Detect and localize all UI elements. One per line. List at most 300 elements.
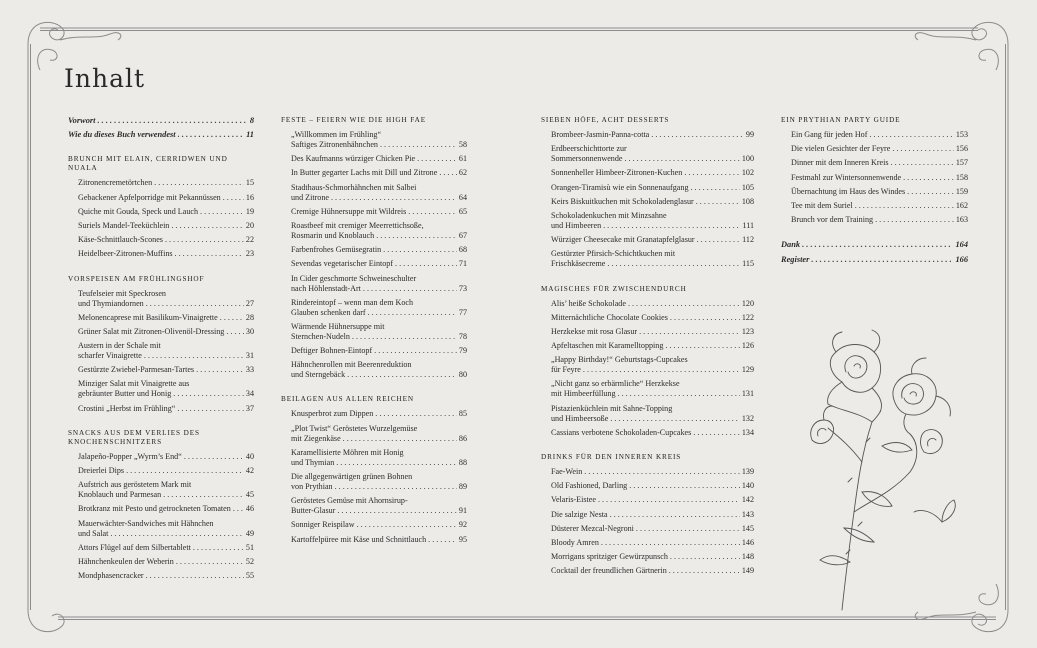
page-number: 27	[245, 298, 254, 308]
page-number: 149	[741, 566, 754, 576]
toc-entry[interactable]	[291, 168, 467, 178]
dot-leader	[175, 249, 244, 259]
entry-title-line: Knusperbrot zum Dippen	[291, 409, 374, 419]
toc-entry[interactable]	[291, 424, 467, 444]
section-gap	[541, 274, 754, 285]
toc-entry[interactable]	[78, 207, 254, 217]
entry-row	[551, 495, 754, 505]
dot-leader	[670, 313, 740, 323]
dot-leader	[636, 524, 740, 534]
entry-title-line: Morrigans spritziger Gewürzpunsch	[551, 552, 668, 562]
entry-row	[291, 245, 467, 255]
toc-entry[interactable]	[551, 341, 754, 351]
entry-title-line: und Sterngebäck	[291, 370, 346, 380]
entry-row	[551, 414, 754, 424]
toc-entry[interactable]	[551, 144, 754, 164]
toc-entry[interactable]	[78, 313, 254, 323]
toc-entry[interactable]	[78, 543, 254, 553]
dot-leader	[802, 240, 953, 250]
entry-title-line: Teufelseier mit Speckrosen	[78, 289, 254, 299]
dot-leader	[583, 365, 740, 375]
page-number: 33	[245, 365, 254, 375]
page-number: 22	[245, 235, 254, 245]
entry-title-line: Käse-Schnittlauch-Scones	[78, 235, 163, 245]
entry-title-line: Festmahl zur Wintersonnenwende	[791, 172, 902, 182]
page-number: 46	[245, 504, 254, 514]
entry-title-line: Sonniger Reispilaw	[291, 520, 355, 530]
dot-leader	[176, 557, 244, 567]
entry-row	[291, 308, 467, 318]
entry-title-line: Mitternächtliche Chocolate Cookies	[551, 312, 668, 322]
section-heading: VORSPEISEN AM FRÜHLINGSHOF	[68, 274, 205, 283]
page-number: 126	[741, 341, 754, 351]
toc-entry[interactable]	[791, 187, 968, 197]
entry-title-line: Karamellisierte Möhren mit Honig	[291, 448, 467, 458]
dot-leader	[665, 341, 739, 351]
entry-row	[78, 504, 254, 514]
dot-leader	[196, 365, 244, 375]
page-number: 19	[245, 206, 254, 216]
toc-column-3	[541, 116, 754, 581]
toc-entry[interactable]	[291, 221, 467, 241]
entry-row	[551, 259, 754, 269]
entry-row	[78, 571, 254, 581]
toc-entry[interactable]	[78, 379, 254, 399]
entry-row	[78, 178, 254, 188]
dot-leader	[693, 428, 740, 438]
entry-title-line: Dinner mit dem Inneren Kreis	[791, 158, 889, 168]
entry-row	[551, 510, 754, 520]
toc-entry[interactable]	[291, 535, 467, 545]
toc-entry[interactable]	[551, 235, 754, 245]
toc-entry[interactable]	[791, 130, 968, 140]
page-number: 140	[741, 481, 754, 491]
toc-entry[interactable]	[291, 183, 467, 203]
page-number: 15	[245, 178, 254, 188]
entry-title-line: Frischkäsecreme	[551, 259, 606, 269]
entry-title-line: Dank	[781, 240, 801, 250]
page-number: 11	[246, 130, 254, 140]
entry-row	[78, 466, 254, 476]
page-number: 108	[741, 196, 754, 206]
page-number: 123	[741, 326, 754, 336]
toc-entry[interactable]	[551, 495, 754, 505]
entry-title-line: Saftiges Zitronenhähnchen	[291, 140, 378, 149]
page-number: 153	[955, 130, 968, 139]
page-number: 65	[458, 206, 467, 216]
toc-entry[interactable]	[551, 481, 754, 491]
entry-title-line: Die salzige Nesta	[551, 509, 608, 519]
dot-leader	[374, 346, 457, 356]
entry-title-line: scharfer Vinaigrette	[78, 351, 142, 361]
entry-title-line: „Happy Birthday!“ Geburtstags-Cupcakes	[551, 355, 754, 365]
entry-title-line: Sonnenheller Himbeer-Zitronen-Kuchen	[551, 168, 683, 178]
page-number: 88	[458, 457, 467, 467]
dot-leader	[618, 389, 740, 399]
entry-row	[78, 529, 254, 539]
dot-leader	[607, 259, 740, 269]
dot-leader	[651, 130, 744, 140]
entry-title-line: und Thymiandornen	[78, 298, 144, 308]
toc-entry[interactable]	[551, 327, 754, 337]
dot-leader	[184, 452, 244, 462]
dot-leader	[97, 116, 247, 126]
page-number: 166	[955, 254, 968, 264]
entry-title-line: Cassians verbotene Schokoladen-Cupcakes	[551, 427, 692, 437]
toc-entry[interactable]	[551, 510, 754, 520]
entry-row	[791, 201, 968, 211]
entry-title-line: Register	[781, 254, 810, 264]
section-gap	[541, 442, 754, 453]
dot-leader	[177, 404, 244, 414]
entry-title-line: Cremige Hühnersuppe mit Wildreis	[291, 206, 407, 216]
toc-entry[interactable]	[291, 472, 467, 492]
toc-entry[interactable]	[551, 552, 754, 562]
toc-entry[interactable]	[551, 524, 754, 534]
entry-title-line: Roastbeef mit cremiger Meerrettichsoße,	[291, 221, 467, 231]
entry-row	[291, 168, 467, 178]
entry-title-line: Gestürzter Pfirsich-Schichtkuchen mit	[551, 249, 754, 259]
page-number: 134	[741, 427, 754, 437]
entry-row	[551, 183, 754, 193]
entry-row	[78, 557, 254, 567]
toc-entry[interactable]	[78, 235, 254, 245]
toc-entry[interactable]	[78, 480, 254, 500]
toc-entry[interactable]	[291, 409, 467, 419]
entry-row	[78, 490, 254, 500]
entry-row	[551, 552, 754, 562]
dot-leader	[610, 414, 740, 424]
entry-row	[551, 130, 754, 140]
entry-title-line: Farbenfrohes Gemüsegratin	[291, 245, 382, 255]
dot-leader	[439, 168, 457, 178]
page-number: 86	[458, 433, 467, 443]
toc-entry[interactable]	[291, 298, 467, 318]
entry-title-line: mit Himbeerfüllung	[551, 389, 616, 399]
page-number: 100	[741, 154, 754, 164]
page-number: 146	[741, 537, 754, 547]
page-number: 159	[955, 186, 968, 196]
toc-entry[interactable]	[791, 158, 968, 168]
entry-row	[78, 299, 254, 309]
toc-entry[interactable]	[551, 313, 754, 323]
entry-title-line: Keirs Biskuitkuchen mit Schokoladenglasur	[551, 196, 694, 206]
entry-title-line: Wärmende Hühnersuppe mit	[291, 322, 467, 332]
entry-row	[78, 543, 254, 553]
toc-entry[interactable]	[551, 538, 754, 548]
entry-row	[551, 327, 754, 337]
entry-row	[551, 365, 754, 375]
toc-entry[interactable]	[291, 520, 467, 530]
toc-entry[interactable]	[291, 448, 467, 468]
toc-column-1	[68, 116, 254, 585]
toc-entry[interactable]	[78, 365, 254, 375]
page-number: 92	[458, 520, 467, 530]
entry-title-line: Melonencaprese mit Basilikum-Vinaigrette	[78, 312, 218, 322]
page-number: 61	[458, 154, 467, 164]
page-number: 64	[458, 192, 467, 202]
toc-entry[interactable]	[291, 346, 467, 356]
entry-row	[78, 351, 254, 361]
entry-row	[78, 235, 254, 245]
toc-entry[interactable]	[551, 379, 754, 399]
entry-row	[551, 154, 754, 164]
toc-entry[interactable]	[551, 467, 754, 477]
entry-title-line: und Himbeersoße	[551, 413, 609, 423]
page-number: 34	[245, 389, 254, 399]
entry-title-line: für Feyre	[551, 365, 581, 375]
entry-title-line: Gestürzte Zwiebel-Parmesan-Tartes	[78, 365, 195, 375]
page-number: 148	[741, 552, 754, 562]
dot-leader	[173, 389, 244, 399]
entry-row	[551, 341, 754, 351]
entry-row	[78, 249, 254, 259]
dot-leader	[144, 351, 244, 361]
toc-entry[interactable]	[791, 173, 968, 183]
page-number: 37	[245, 403, 254, 413]
page-number: 8	[249, 116, 254, 125]
entry-row	[291, 520, 467, 530]
toc-entry[interactable]	[291, 274, 467, 294]
dot-leader	[347, 370, 457, 380]
dot-leader	[352, 332, 457, 342]
toc-entry[interactable]	[791, 144, 968, 154]
entry-row	[78, 193, 254, 203]
entry-row	[291, 193, 467, 203]
dot-leader	[417, 154, 457, 164]
entry-title-line: Herzkekse mit rosa Glasur	[551, 326, 638, 336]
toc-entry[interactable]	[551, 197, 754, 207]
entry-title-line: Deftiger Bohnen-Eintopf	[291, 346, 373, 356]
toc-entry[interactable]	[68, 130, 254, 140]
dot-leader	[869, 130, 953, 140]
entry-title-line: Gebackener Apfelporridge mit Pekannüssen	[78, 192, 221, 202]
entry-row	[78, 452, 254, 462]
dot-leader	[670, 552, 740, 562]
dot-leader	[697, 235, 741, 245]
toc-entry[interactable]	[291, 322, 467, 342]
toc-entry[interactable]	[291, 154, 467, 164]
page-number: 91	[458, 506, 467, 516]
toc-entry[interactable]	[78, 327, 254, 337]
entry-title-line: Apfeltaschen mit Karamelltopping	[551, 341, 664, 351]
entry-title-line: Minziger Salat mit Vinaigrette aus	[78, 379, 254, 389]
entry-row	[68, 116, 254, 126]
entry-row	[551, 235, 754, 245]
toc-entry[interactable]	[551, 299, 754, 309]
page-number: 145	[741, 523, 754, 533]
entry-title-line: mit Ziegenkäse	[291, 433, 341, 443]
page-number: 99	[745, 130, 754, 139]
dot-leader	[110, 529, 244, 539]
toc-entry[interactable]	[68, 116, 254, 126]
entry-title-line: Mauerwächter-Sandwiches mit Hähnchen	[78, 519, 254, 529]
entry-row	[291, 154, 467, 164]
section-heading: FESTE – FEIERN WIE DIE HIGH FAE	[281, 116, 427, 124]
toc-entry[interactable]	[78, 289, 254, 309]
entry-title-line: und Salat	[78, 528, 109, 538]
dot-leader	[146, 571, 244, 581]
toc-entry[interactable]	[551, 211, 754, 231]
toc-entry[interactable]	[791, 215, 968, 225]
page-number: 129	[741, 365, 754, 375]
entry-title-line: Hähnchenkeulen der Weberin	[78, 556, 174, 566]
toc-entry[interactable]	[78, 404, 254, 414]
entry-title-line: „Willkommen im Frühling“	[291, 130, 467, 140]
entry-row	[791, 130, 968, 140]
toc-entry[interactable]	[291, 496, 467, 516]
toc-entry[interactable]	[781, 255, 968, 265]
entry-title-line: Würziger Cheesecake mit Granatapfelglasur	[551, 235, 695, 245]
toc-entry[interactable]	[78, 452, 254, 462]
entry-row	[791, 158, 968, 168]
dot-leader	[603, 221, 740, 231]
toc-entry[interactable]	[551, 168, 754, 178]
entry-row	[291, 506, 467, 516]
dot-leader	[337, 506, 457, 516]
page-number: 78	[458, 331, 467, 341]
toc-entry[interactable]	[78, 557, 254, 567]
entry-row	[551, 313, 754, 323]
dot-leader	[146, 299, 244, 309]
toc-entry[interactable]	[291, 245, 467, 255]
entry-row	[291, 535, 467, 545]
toc-entry[interactable]	[781, 240, 968, 250]
entry-row	[781, 255, 968, 265]
page-number: 112	[742, 235, 754, 245]
page-number: 20	[245, 220, 254, 230]
page-number: 163	[955, 215, 968, 225]
dot-leader	[126, 466, 244, 476]
toc-entry[interactable]	[551, 428, 754, 438]
dot-leader	[368, 308, 457, 318]
toc-entry[interactable]	[551, 355, 754, 375]
page-number: 42	[245, 466, 254, 475]
entry-title-line: Velaris-Eistee	[551, 495, 596, 505]
entry-title-line: Suriels Mandel-Teeküchlein	[78, 220, 170, 230]
dot-leader	[428, 535, 457, 545]
dot-leader	[584, 467, 740, 477]
dot-leader	[891, 158, 954, 168]
entry-row	[781, 240, 968, 250]
entry-row	[291, 140, 467, 150]
entry-title-line: Pistazienküchlein mit Sahne-Topping	[551, 404, 754, 414]
section-gap	[781, 229, 968, 240]
section-gap	[281, 384, 467, 395]
page-number: 55	[245, 571, 254, 581]
entry-title-line: Grüner Salat mit Zitronen-Olivenöl-Dressing	[78, 326, 225, 336]
dot-leader	[624, 154, 739, 164]
page-number: 30	[245, 326, 254, 336]
toc-entry[interactable]	[291, 360, 467, 380]
entry-title-line: Vorwort	[68, 116, 96, 125]
entry-title-line: von Prythian	[291, 482, 333, 491]
page-number: 28	[245, 312, 254, 322]
page-number: 71	[458, 259, 467, 269]
dot-leader	[357, 520, 457, 530]
dot-leader	[154, 178, 244, 188]
dot-leader	[171, 221, 244, 231]
dot-leader	[233, 504, 244, 514]
entry-row	[291, 284, 467, 294]
toc-entry[interactable]	[78, 504, 254, 514]
entry-row	[551, 389, 754, 399]
toc-column-4	[781, 116, 968, 269]
entry-title-line: Zitronencremetörtchen	[78, 178, 153, 188]
entry-title-line: Brombeer-Jasmin-Panna-cotta	[551, 130, 650, 139]
dot-leader	[907, 187, 954, 197]
page-number: 68	[458, 245, 467, 255]
entry-title-line: Hähnchenrollen mit Beerenreduktion	[291, 360, 467, 370]
section-gap	[68, 264, 254, 275]
page-number: 16	[245, 192, 254, 202]
page-number: 40	[245, 451, 254, 461]
entry-title-line: Crostini „Herbst im Frühling“	[78, 403, 176, 413]
toc-entry[interactable]	[78, 221, 254, 231]
toc-entry[interactable]	[78, 193, 254, 203]
page-number: 111	[742, 220, 754, 230]
entry-title-line: Brotkranz mit Pesto und getrockneten Tomaten	[78, 504, 231, 514]
entry-row	[78, 389, 254, 399]
page-number: 102	[741, 168, 754, 178]
entry-row	[291, 259, 467, 269]
toc-entry[interactable]	[78, 519, 254, 539]
toc-entry[interactable]	[551, 249, 754, 269]
entry-row	[291, 409, 467, 419]
section-gap	[68, 144, 254, 155]
entry-title-line: gebräunter Butter und Honig	[78, 389, 172, 399]
entry-title-line: Alis’ heiße Schokolade	[551, 298, 626, 308]
section-heading: MAGISCHES FÜR ZWISCHENDURCH	[541, 284, 687, 293]
entry-title-line: In Butter gegarter Lachs mit Dill und Zitrone	[291, 168, 438, 178]
entry-row	[551, 481, 754, 491]
toc-entry[interactable]	[78, 249, 254, 259]
dot-leader	[639, 327, 740, 337]
entry-row	[291, 346, 467, 356]
toc-entry[interactable]	[78, 341, 254, 361]
dot-leader	[903, 173, 954, 183]
toc-entry[interactable]	[291, 130, 467, 150]
dot-leader	[691, 183, 740, 193]
entry-title-line: Die allgegenwärtigen grünen Bohnen	[291, 472, 467, 482]
toc-entry[interactable]	[291, 259, 467, 269]
entry-title-line: Fae-Wein	[551, 467, 583, 476]
toc-column-2	[281, 116, 467, 549]
toc-entry[interactable]	[78, 178, 254, 188]
toc-entry[interactable]	[291, 207, 467, 217]
toc-entry[interactable]	[551, 566, 754, 576]
entry-title-line: Brunch vor dem Training	[791, 215, 874, 225]
toc-entry[interactable]	[78, 466, 254, 476]
entry-title-line: und Zitrone	[291, 192, 329, 202]
toc-entry[interactable]	[551, 183, 754, 193]
dot-leader	[226, 327, 244, 337]
entry-row	[551, 524, 754, 534]
entry-row	[291, 458, 467, 468]
page-number: 122	[741, 312, 754, 322]
section-heading: SNACKS AUS DEM VERLIES DES KNOCHENSCHNITZERS	[68, 428, 200, 446]
entry-row	[291, 482, 467, 492]
toc-entry[interactable]	[78, 571, 254, 581]
entry-title-line: Rosmarin und Knoblauch	[291, 230, 375, 240]
toc-entry[interactable]	[551, 130, 754, 140]
page-number: 49	[245, 528, 254, 538]
page-number: 105	[741, 182, 754, 192]
toc-entry[interactable]	[791, 201, 968, 211]
dot-leader	[598, 495, 740, 505]
toc-entry[interactable]	[551, 404, 754, 424]
page-number: 139	[741, 467, 754, 476]
